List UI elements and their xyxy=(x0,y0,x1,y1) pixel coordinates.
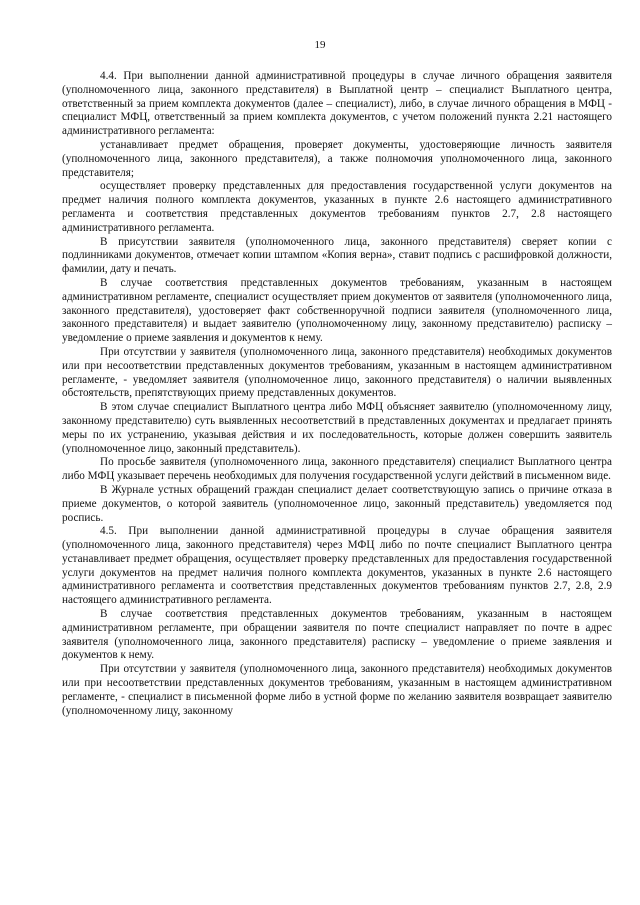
paragraph: При отсутствии у заявителя (уполномоченного лица, законного представителя) необходимых документов или при несоответствии представленных документов требованиям, указанным в настоящем административном регламенте, - специалист в письменной форме либо в устной форме по желанию заявителя возвращает заявителю (уполномоченному лицу, законному xyxy=(62,663,612,717)
paragraph: По просьбе заявителя (уполномоченного лица, законного представителя) специалист Выплатного центра либо МФЦ указывает перечень необходимых для получения государственной услуги действий в письменном виде. xyxy=(62,456,612,483)
paragraph: В присутствии заявителя (уполномоченного лица, законного представителя) сверяет копии с подлинниками документов, отмечает копии штампом «Копия верна», ставит подпись с расшифровкой должности, фамилии, дату и печать. xyxy=(62,235,612,276)
paragraph: 4.4. При выполнении данной административной процедуры в случае личного обращения заявителя (уполномоченного лица, законного представителя) в Выплатной центр – специалист Выплатного центра, ответственный за прием комплекта документов (далее – специалист), либо, в случае личного обращения в МФЦ - специалист МФЦ, ответственный за прием комплекта документов, с учетом положений пункта 2.21 настоящего административного регламента: xyxy=(62,70,612,138)
paragraph: В Журнале устных обращений граждан специалист делает соответствующую запись о причине отказа в приеме документов, о которой заявитель (уполномоченное лицо, законный представитель) уведомляется под роспись. xyxy=(62,483,612,524)
paragraph: В случае соответствия представленных документов требованиям, указанным в настоящем административном регламенте, специалист осуществляет прием документов от заявителя (уполномоченного лица, законного представителя), удостоверяет факт собственноручной подписи заявителя (уполномоченного лица, законного представителя) и выдает заявителю (уполномоченному лицу, законному представителю) расписку – уведомление о приеме заявления и документов к нему. xyxy=(62,276,612,345)
paragraph: устанавливает предмет обращения, проверяет документы, удостоверяющие личность заявителя (уполномоченного лица, законного представителя), а также полномочия уполномоченного лица, законного представителя; xyxy=(62,138,612,179)
paragraph: При отсутствии у заявителя (уполномоченного лица, законного представителя) необходимых документов или при несоответствии представленных документов требованиям, указанным в настоящем административном регламенте, - уведомляет заявителя (уполномоченное лицо, законного представителя) о наличии выявленных обстоятельств, препятствующих приему представленных документов. xyxy=(62,345,612,400)
paragraph: 4.5. При выполнении данной административной процедуры в случае обращения заявителя (уполномоченного лица, законного представителя) через МФЦ либо по почте специалист Выплатного центра устанавливает предмет обращения, осуществляет проверку представленных для предоставления государственной услуги документов на предмет наличия полного комплекта документов, указанных в пункте 2.6 настоящего административного регламента и соответствия представленных документов требованиям пунктов 2.7, 2.8, 2.9 настоящего административного регламента. xyxy=(62,525,612,607)
page-number: 19 xyxy=(314,39,326,51)
body-text xyxy=(62,70,612,718)
paragraph: В этом случае специалист Выплатного центра либо МФЦ объясняет заявителю (уполномоченному лицу, законному представителю) суть выявленных несоответствий в представленных документах и предлагает принять меры по их устранению, указывая действия и их последовательность, которые должен совершить заявитель (уполномоченное лицо, законный представитель). xyxy=(62,401,612,455)
paragraph: осуществляет проверку представленных для предоставления государственной услуги документов на предмет наличия полного комплекта документов, указанных в пункте 2.6 настоящего административного регламента и соответствия представленных документов требованиям пунктов 2.7, 2.8 настоящего административного регламента. xyxy=(62,180,612,234)
paragraph: В случае соответствия представленных документов требованиям, указанным в настоящем административном регламенте, при обращении заявителя по почте специалист направляет по почте в адрес заявителя (уполномоченного лица, законного представителя) расписку – уведомление о приеме заявления и документов к нему. xyxy=(62,608,612,662)
